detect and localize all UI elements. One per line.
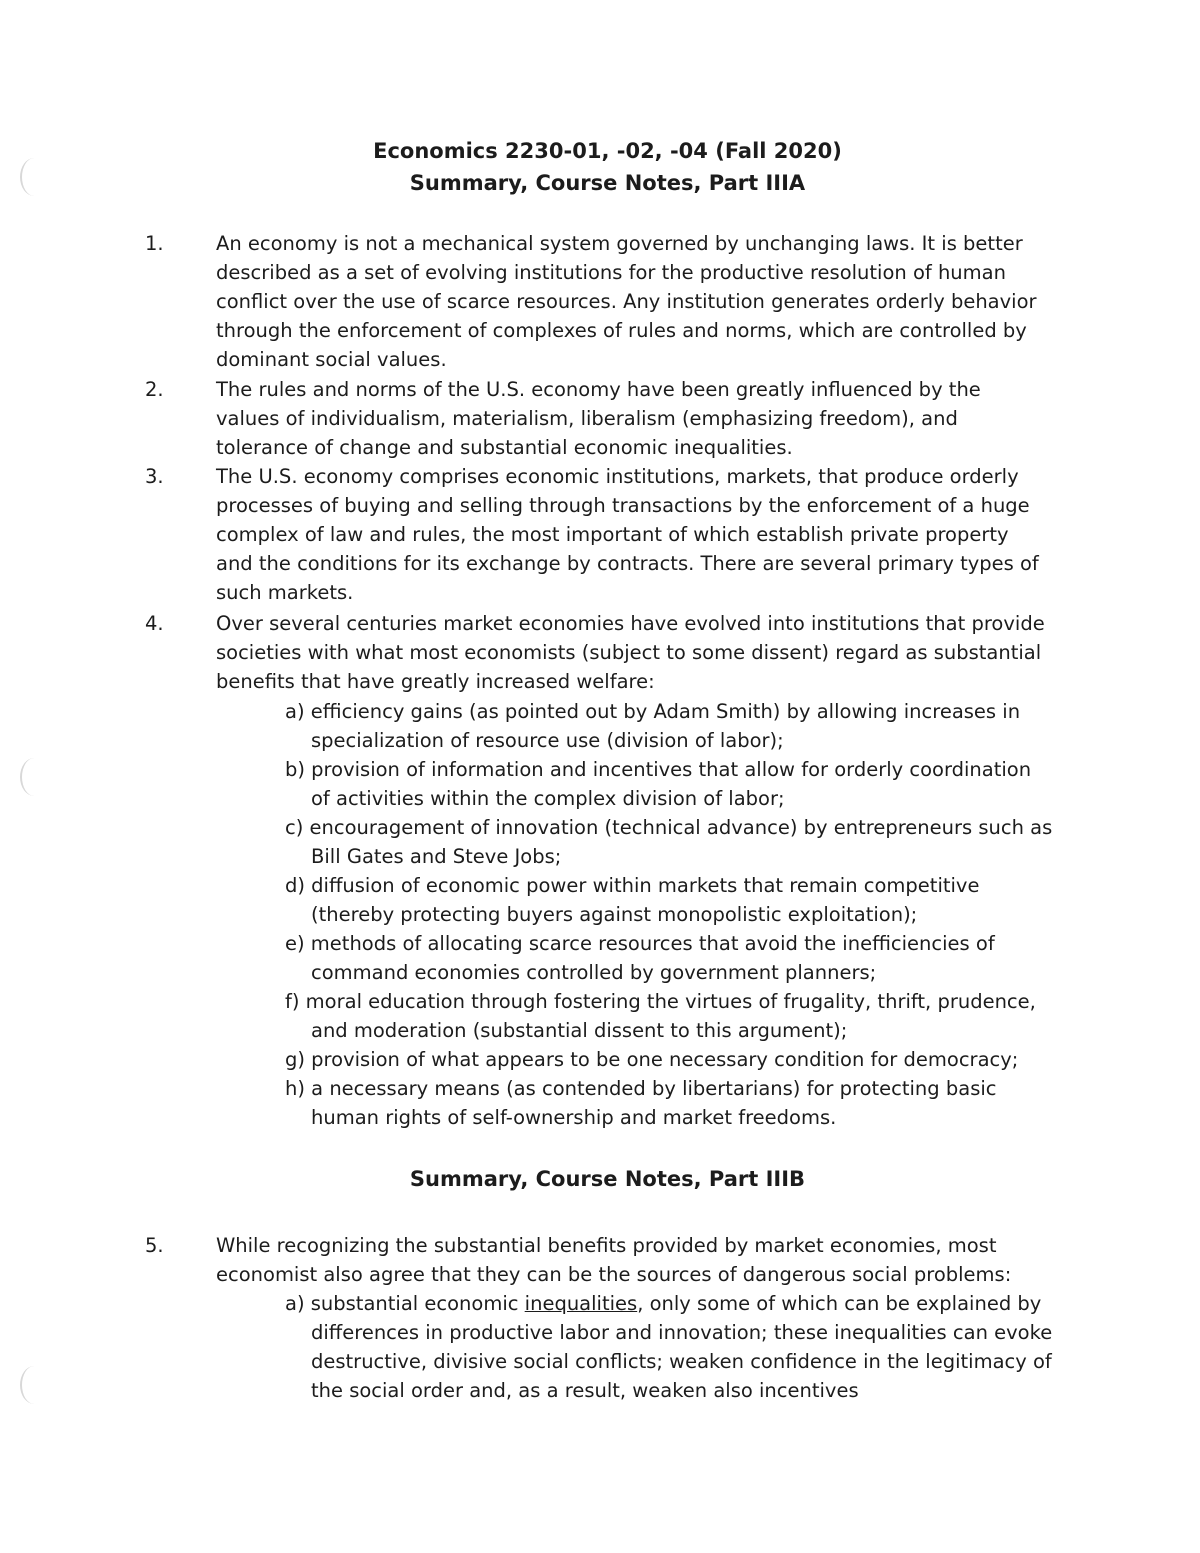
list-item xyxy=(145,229,1045,374)
item-number: 1. xyxy=(145,232,164,255)
problem-suffix: , only some of which can be explained by differences in productive labor and innovation; these inequalities can evoke destructive, divisive social conflicts; weaken confidence in the legitimacy of the social order and, as a result, weaken also incentives xyxy=(311,1292,1053,1402)
benefits-list xyxy=(145,697,1053,1132)
item-number: 3. xyxy=(145,465,164,488)
item-text: While recognizing the substantial benefits provided by market economies, most economist also agree that they can be the sources of dangerous social problems: xyxy=(216,1234,1012,1286)
sub-list-item: e) methods of allocating scarce resources that avoid the inefficiencies of command economies controlled by government planners; xyxy=(285,932,995,984)
list-item xyxy=(145,609,1045,696)
item-number: 5. xyxy=(145,1234,164,1257)
punch-hole-mark xyxy=(20,158,48,196)
item-number: 4. xyxy=(145,612,164,635)
sub-list-item xyxy=(285,1289,1056,1405)
list-item xyxy=(145,375,1045,462)
part-b-heading: Summary, Course Notes, Part IIIB xyxy=(409,1167,806,1191)
punch-hole-mark xyxy=(20,1366,48,1404)
sub-list-item: f) moral education through fostering the virtues of frugality, thrift, prudence, and moderation (substantial dissent to this argument); xyxy=(285,990,1036,1042)
sub-list-item: c) encouragement of innovation (technical advance) by entrepreneurs such as Bill Gates and Steve Jobs; xyxy=(285,816,1053,868)
list-item xyxy=(145,1231,1053,1405)
list-item xyxy=(145,462,1045,607)
item-number: 2. xyxy=(145,378,164,401)
item-text: Over several centuries market economies have evolved into institutions that provide societies with what most economists (subject to some dissent) regard as substantial benefits that have greatly increased welfare: xyxy=(216,612,1045,693)
sub-list-item: b) provision of information and incentives that allow for orderly coordination of activities within the complex division of labor; xyxy=(285,758,1032,810)
document-title: Economics 2230-01, -02, -04 (Fall 2020) xyxy=(373,139,842,163)
item-text: An economy is not a mechanical system governed by unchanging laws. It is better described as a set of evolving institutions for the productive resolution of human conflict over the use of scarce resources. Any institution generates orderly behavior through the enforcement of complexes of rules and norms, which are controlled by dominant social values. xyxy=(216,232,1037,371)
sub-list-item: d) diffusion of economic power within markets that remain competitive (thereby protecting buyers against monopolistic exploitation); xyxy=(285,874,980,926)
sub-list-item: a) efficiency gains (as pointed out by Adam Smith) by allowing increases in specialization of resource use (division of labor); xyxy=(285,700,1021,752)
problem-prefix: a) substantial economic xyxy=(285,1292,525,1315)
sub-list-item: h) a necessary means (as contended by libertarians) for protecting basic human rights of self-ownership and market freedoms. xyxy=(285,1077,997,1129)
part-a-heading: Summary, Course Notes, Part IIIA xyxy=(409,171,806,195)
item-text: The rules and norms of the U.S. economy have been greatly influenced by the values of individualism, materialism, liberalism (emphasizing freedom), and tolerance of change and substantial economic inequalities. xyxy=(216,378,981,459)
item-text: The U.S. economy comprises economic institutions, markets, that produce orderly processes of buying and selling through transactions by the enforcement of a huge complex of law and rules, the most important of which establish private property and the conditions for its exchange by contracts. There are several primary types of such markets. xyxy=(216,465,1039,604)
underlined-term: inequalities xyxy=(524,1292,638,1315)
sub-list-item: g) provision of what appears to be one necessary condition for democracy; xyxy=(285,1048,1019,1071)
punch-hole-mark xyxy=(20,758,48,796)
